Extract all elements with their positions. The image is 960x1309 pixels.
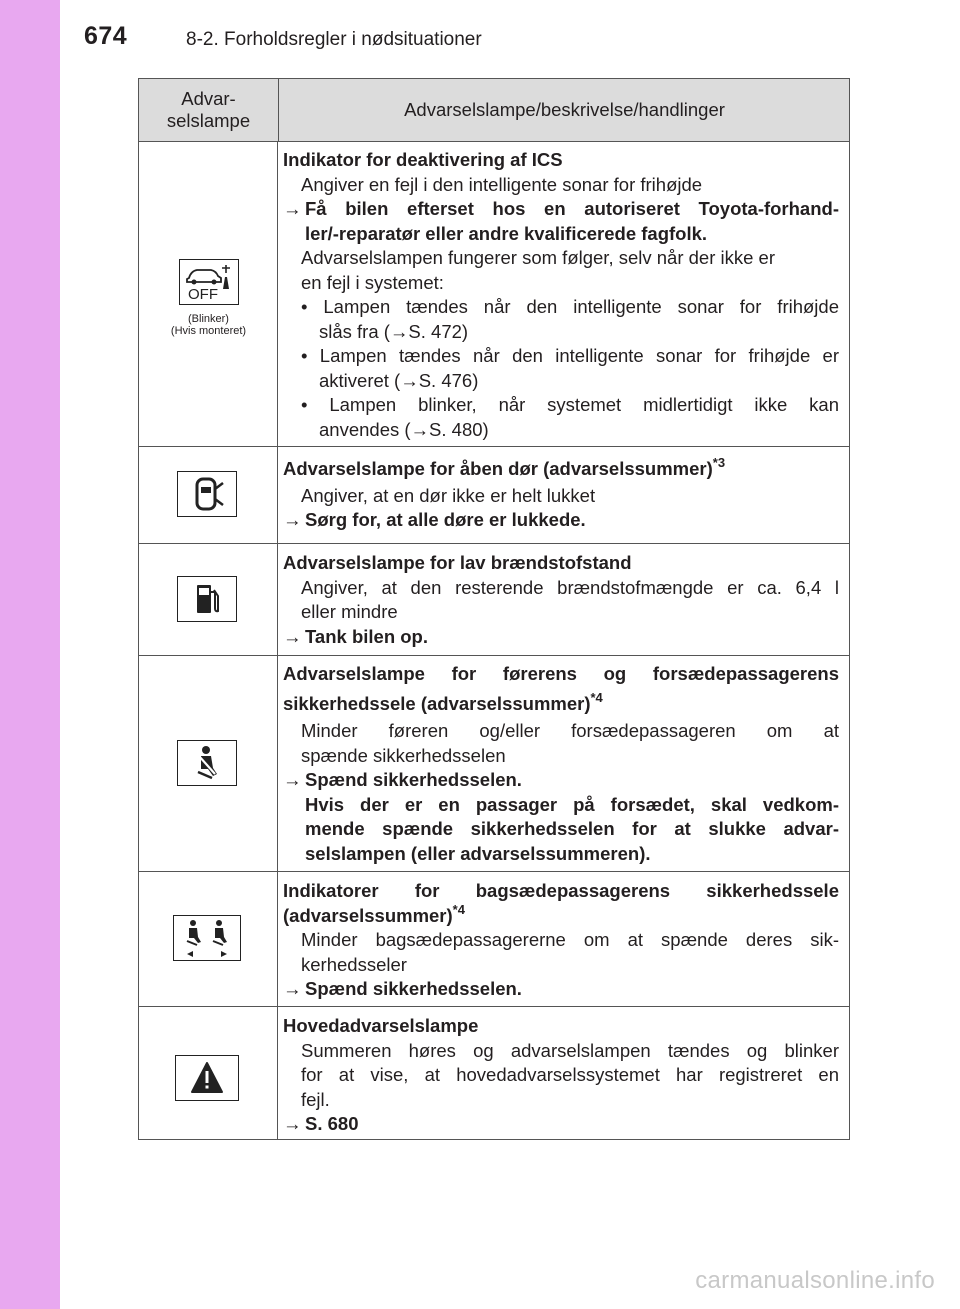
rear-seatbelt-icon xyxy=(173,915,241,961)
seatbelt-icon xyxy=(177,740,237,786)
row-title: Hovedadvarselslampe xyxy=(283,1015,479,1036)
row-title: Indikatorer for bagsædepassagerens sikkerhedssele xyxy=(283,880,839,901)
warning-lamp-table xyxy=(138,78,850,1140)
table-header xyxy=(139,79,849,142)
row-title: Advarselslampe for førerens og forsædepassagerens xyxy=(283,663,839,684)
row-title: Advarselslampe for åben dør (advarselssummer) xyxy=(283,458,713,479)
open-door-icon xyxy=(177,471,237,517)
row-description: Advarselslampe for førerens og forsædepassagerens sikkerhedssele (advarselssummer)$^{*4}$ Minder føreren og/eller forsædepassageren om at spænde sikkerhedsselen → Spænd sikkerhedsselen. Hvis der er en passager på forsædet, skal vedkom- mende spænde sikkerhedsselen for at slukke advar- selslampen (eller advarselssummeren). xyxy=(283,663,839,864)
row-description: Advarselslampe for lav brændstofstand Angiver, at den resterende brændstofmængde er ca. 6,4 l eller mindre → Tank bilen op. xyxy=(283,552,839,647)
row-description: Advarselslampe for åben dør (advarselssummer)$^{*3}$ Angiver, at en dør ikke er helt lukket → Sørg for, at alle døre er lukkede. xyxy=(283,455,726,530)
master-warning-icon xyxy=(175,1055,239,1101)
row-description: Indikatorer for bagsædepassagerens sikkerhedssele (advarselssummer)$^{*4}$ Minder bagsædepassagererne om at spænde deres sik- kerhedsseler → Spænd sikkerhedsselen. xyxy=(283,880,839,999)
side-color-band xyxy=(0,0,60,1309)
table-row xyxy=(139,544,849,656)
fuel-pump-icon xyxy=(177,576,237,622)
table-row xyxy=(139,656,849,872)
section-title: 8-2. Forholdsregler i nødsituationer xyxy=(186,29,482,50)
icon-note: (Hvis monteret) xyxy=(170,325,247,337)
table-row xyxy=(139,447,849,544)
row-description: Hovedadvarselslampe Summeren høres og advarselslampen tændes og blinker for at vise, at hovedadvarselssystemet har registreret en fejl. → S. 680 xyxy=(283,1015,839,1134)
row-title: Advarselslampe for lav brændstofstand xyxy=(283,552,632,573)
watermark: carmanualsonline.info xyxy=(695,1267,935,1294)
svg-text:OFF: OFF xyxy=(188,286,218,303)
row-title: Indikator for deaktivering af ICS xyxy=(283,149,563,170)
row-description: Indikator for deaktivering af ICS Angiver en fejl i den intelligente sonar for frihøjde → Få bilen efterset hos en autoriseret Toyota-forhand- ler/-reparatør eller andre kvalificerede fagfolk. Advarselslampen fungerer som følger, selv når der ikke er en fejl i systemet: • Lampen tændes når den intelligente sonar for frihøjde slås fra (→S. 472) • Lampen tændes når den intelligente sonar for frihøjde er aktiveret (→S. 476) • Lampen blinker, når systemet midlertidigt ikke kan anvendes (→S. 480) xyxy=(283,149,839,440)
table-row xyxy=(139,872,849,1007)
ics-off-icon xyxy=(179,259,239,305)
page-number: 674 xyxy=(84,22,128,50)
table-row xyxy=(139,141,849,447)
table-row xyxy=(139,1007,849,1140)
header-icon-column: Advar- selslampe xyxy=(166,88,251,131)
icon-note: (Blinker) xyxy=(188,313,229,325)
header-description-column: Advarselslampe/beskrivelse/handlinger xyxy=(278,79,850,141)
